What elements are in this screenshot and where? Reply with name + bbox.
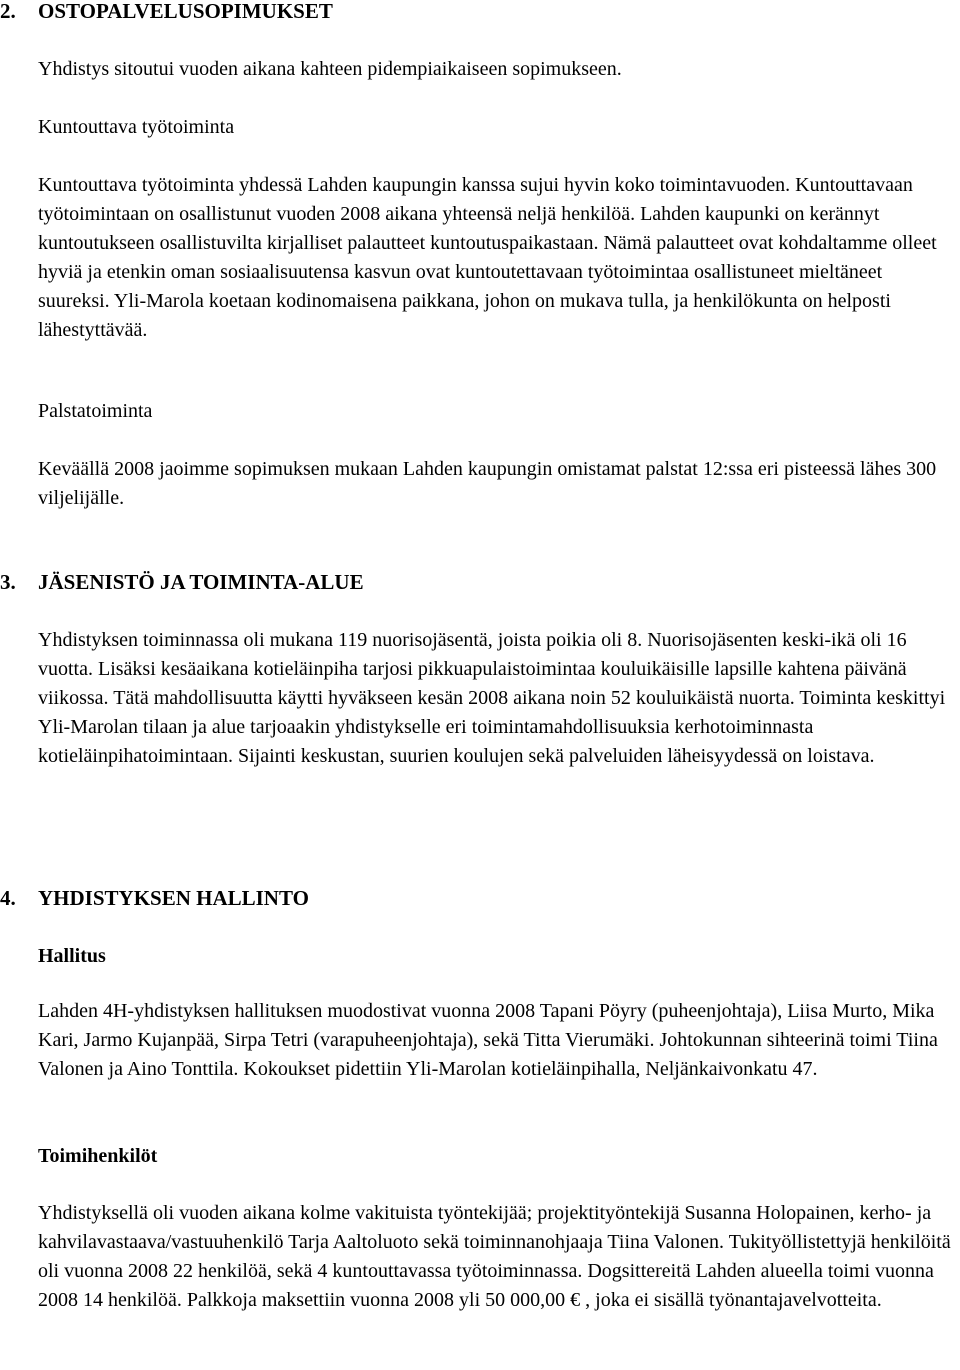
section-3-number: 3. (0, 570, 16, 594)
section-4-sub1-text: Lahden 4H-yhdistyksen hallituksen muodostivat vuonna 2008 Tapani Pöyry (puheenjohtaja), Liisa Murto, Mika Kari, Jarmo Kujanpää, Sirpa Tetri (varapuheenjohtaja), sekä Titta Vierumäki. Johtokunnan sihteerinä toimi Tiina Valonen ja Aino Tonttila. Kokoukset pidettiin Yli-Marolan kotieläinpihalla, Neljänkaivonkatu 47. (38, 1000, 938, 1080)
section-4-number: 4. (0, 886, 16, 910)
section-2-heading (0, 0, 333, 26)
section-4-sub1-title: Hallitus (38, 945, 106, 967)
section-2-sub1-text: Kuntouttava työtoiminta yhdessä Lahden kaupungin kanssa sujui hyvin koko toimintavuoden. Kuntouttavaan työtoimintaan on osallistunut vuoden 2008 aikana yhteensä neljä henkilöä. Lahden kaupunki on kerännyt kuntoutukseen osallistuvilta kirjalliset palautteet kuntoutuspaikastaan. Nämä palautteet ovat kohdaltamme olleet hyviä ja etenkin oman sosiaalisuutensa kasvun ovat kuntoutettavaan työtoimintaa osallistuneet mieltäneet suureksi. Yli-Marola koetaan kodinomaisena paikkana, johon on mukava tulla, ja henkilökunta on helposti lähestyttävää. (38, 174, 937, 341)
section-4-sub2-text: Yhdistyksellä oli vuoden aikana kolme vakituista työntekijää; projektityöntekijä Susanna Holopainen, kerho- ja kahvilavastaava/vastuuhenkilö Tarja Aaltoluoto sekä toiminnanohjaaja Tiina Valonen. Tukityöllistettyjä henkilöitä oli vuonna 2008 22 henkilöä, sekä 4 kuntouttavassa työtoiminnassa. Dogsittereitä Lahden alueella toimi vuonna 2008 14 henkilöä. Palkkoja maksettiin vuonna 2008 yli 50 000,00 € , joka ei sisällä työnantajavelvotteita. (38, 1202, 951, 1311)
section-4-title: YHDISTYKSEN HALLINTO (38, 886, 309, 910)
section-2-title: OSTOPALVELUSOPIMUKSET (38, 0, 333, 23)
section-4-heading (0, 884, 309, 913)
section-3-text: Yhdistyksen toiminnassa oli mukana 119 nuorisojäsentä, joista poikia oli 8. Nuorisojäsenten keski-ikä oli 16 vuotta. Lisäksi kesäaikana kotieläinpiha tarjosi pikkuapulaistoimintaa kouluikäisille lapsille kahtena päivänä viikossa. Tätä mahdollisuutta käytti hyväkseen kesän 2008 aikana noin 52 kouluikäistä nuorta. Toiminta keskittyi Yli-Marolan tilaan ja alue tarjoaakin yhdistykselle eri toimintamahdollisuuksia kerhotoiminnasta kotieläinpihatoimintaan. Sijainti keskustan, suurien koulujen sekä palveluiden läheisyydessä on loistava. (38, 629, 946, 767)
section-2-sub2-text: Keväällä 2008 jaoimme sopimuksen mukaan Lahden kaupungin omistamat palstat 12:ssa eri pisteessä lähes 300 viljelijälle. (38, 458, 937, 509)
section-2-sub2-title: Palstatoiminta (38, 400, 153, 422)
section-4-sub2-title: Toimihenkilöt (38, 1145, 158, 1167)
section-3-heading (0, 568, 364, 597)
section-2-number: 2. (0, 0, 16, 23)
section-2-sub1-title: Kuntouttava työtoiminta (38, 116, 235, 138)
section-2-intro: Yhdistys sitoutui vuoden aikana kahteen pidempiaikaiseen sopimukseen. (38, 58, 622, 80)
section-3-title: JÄSENISTÖ JA TOIMINTA-ALUE (38, 570, 364, 594)
